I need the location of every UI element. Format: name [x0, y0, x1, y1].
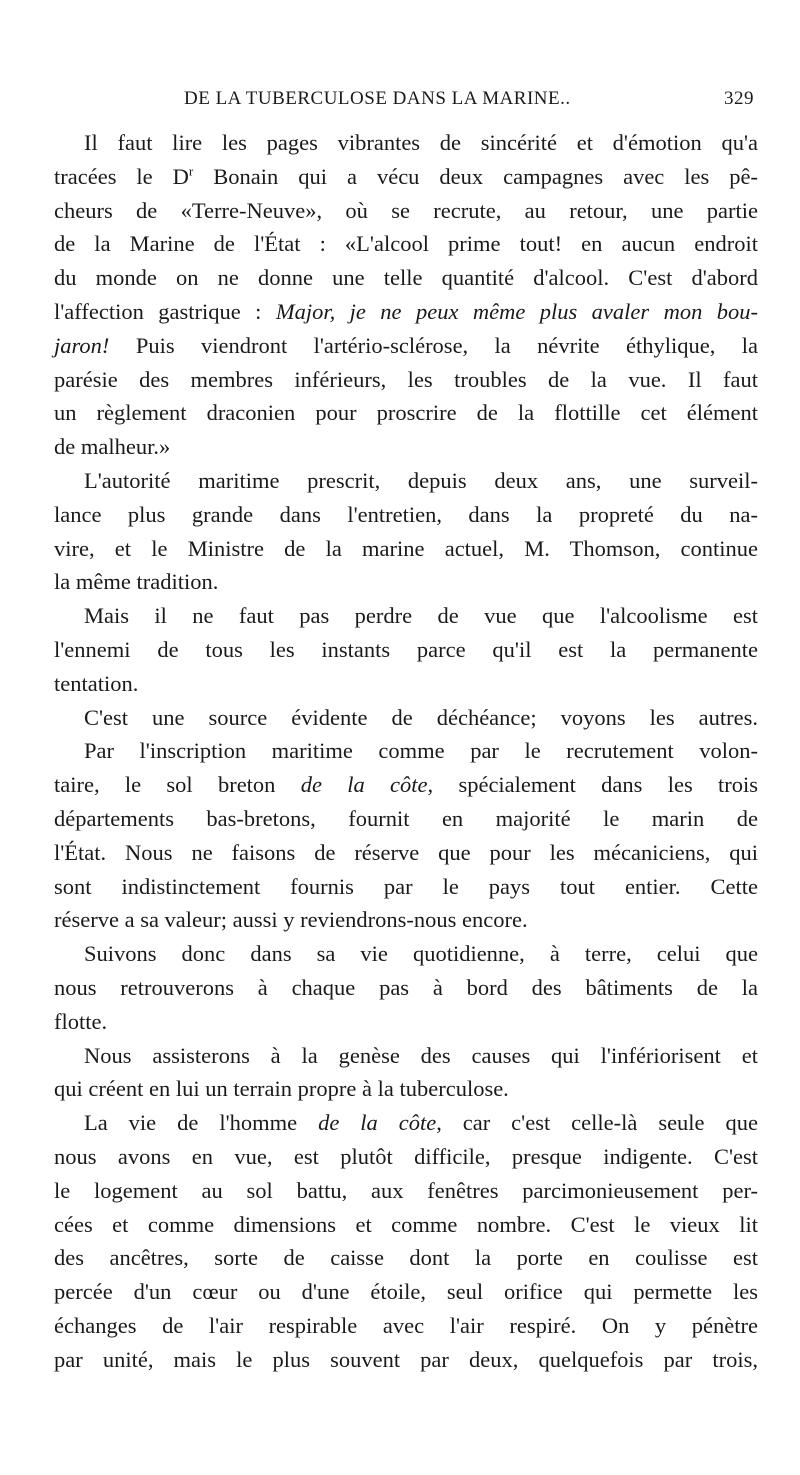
text-line: Suivons donc dans sa vie quotidienne, à terre, celui que: [84, 941, 758, 967]
paragraph-3: [54, 599, 758, 700]
text-line: l'État. Nous ne faisons de réserve que pour les mécaniciens, qui: [54, 839, 758, 865]
text-line: [54, 329, 758, 363]
text-line: tentation.: [54, 670, 139, 696]
text-line: L'autorité maritime prescrit, depuis deux ans, une surveil-: [84, 467, 758, 493]
paragraph-5: [54, 734, 758, 937]
text-line: départements bas-bretons, fournit en majorité le marin de: [54, 805, 758, 831]
italic-quote: Major, je ne peux même plus avaler mon bou-: [275, 298, 758, 324]
page-content: [54, 88, 758, 1376]
italic-phrase: de la côte: [300, 772, 428, 798]
text-line: de malheur.»: [54, 434, 171, 460]
text-line: percée d'un cœur ou d'une étoile, seul orifice qui permette les: [54, 1279, 758, 1305]
text-fragment: , spécialement dans les trois: [427, 772, 758, 798]
text-line: [54, 295, 758, 329]
text-line: cées et comme dimensions et comme nombre. C'est le vieux lit: [54, 1211, 758, 1237]
text-line: l'ennemi de tous les instants parce qu'il est la permanente: [54, 636, 758, 662]
paragraph-7: [54, 1039, 758, 1107]
text-fragment: taire, le sol breton: [54, 772, 301, 798]
text-line: Nous assisterons à la genèse des causes qui l'infériorisent et: [84, 1042, 758, 1068]
text-line: cheurs de «Terre-Neuve», où se recrute, au retour, une partie: [54, 197, 758, 223]
text-line: C'est une source évidente de déchéance; voyons les autres.: [84, 704, 758, 730]
paragraph-8: [54, 1106, 758, 1376]
text-line: flotte.: [54, 1008, 108, 1034]
text-line: [54, 160, 758, 194]
italic-phrase: de la côte: [318, 1110, 437, 1136]
text-fragment: La vie de l'homme: [84, 1110, 319, 1136]
text-fragment: tracées le D: [54, 163, 189, 189]
text-fragment: Puis viendront l'artério-sclérose, la névrite éthylique, la: [135, 332, 759, 358]
text-line: par unité, mais le plus souvent par deux, quelquefois par trois,: [54, 1346, 758, 1372]
superscript: r: [188, 163, 194, 179]
text-line: le logement au sol battu, aux fenêtres parcimonieusement per-: [54, 1177, 758, 1203]
text-line: Il faut lire les pages vibrantes de sincérité et d'émotion qu'a: [84, 130, 758, 155]
text-line: réserve a sa valeur; aussi y reviendrons-nous encore.: [54, 907, 528, 933]
text-line: des ancêtres, sorte de caisse dont la porte en coulisse est: [54, 1245, 758, 1271]
text-line: échanges de l'air respirable avec l'air respiré. On y pénètre: [54, 1312, 758, 1338]
body-text: [54, 126, 758, 1376]
text-line: vire, et le Ministre de la marine actuel, M. Thomson, continue: [54, 535, 758, 561]
text-line: nous avons en vue, est plutôt difficile, presque indigente. C'est: [54, 1143, 758, 1169]
paragraph-6: [54, 937, 758, 1038]
page-number: 329: [724, 88, 754, 109]
italic-quote: jaron!: [54, 332, 110, 358]
text-line: [54, 1106, 758, 1140]
page-header: [54, 88, 758, 120]
text-line: du monde on ne donne une telle quantité d'alcool. C'est d'abord: [54, 265, 758, 291]
text-line: sont indistinctement fournis par le pays tout entier. Cette: [54, 873, 758, 899]
text-line: [54, 768, 758, 802]
running-head: DE LA TUBERCULOSE DANS LA MARINE..: [184, 88, 571, 109]
text-line: qui créent en lui un terrain propre à la tuberculose.: [54, 1076, 509, 1102]
text-fragment: , car c'est celle-là seule que: [436, 1110, 758, 1136]
text-line: lance plus grande dans l'entretien, dans la propreté du na-: [54, 501, 758, 527]
text-line: parésie des membres inférieurs, les troubles de la vue. Il faut: [54, 366, 758, 392]
paragraph-4: [54, 701, 758, 735]
text-fragment: Bonain qui a vécu deux campagnes avec les pê-: [193, 163, 758, 189]
text-line: de la Marine de l'État : «L'alcool prime tout! en aucun endroit: [54, 231, 758, 257]
text-line: nous retrouverons à chaque pas à bord des bâtiments de la: [54, 974, 758, 1000]
text-line: Par l'inscription maritime comme par le recrutement volon-: [84, 738, 758, 764]
text-line: Mais il ne faut pas perdre de vue que l'alcoolisme est: [84, 603, 758, 629]
text-line: la même tradition.: [54, 569, 219, 595]
paragraph-1: [54, 126, 758, 464]
text-line: un règlement draconien pour proscrire de la flottille cet élément: [54, 400, 758, 426]
text-fragment: l'affection gastrique :: [54, 298, 276, 324]
paragraph-2: [54, 464, 758, 599]
